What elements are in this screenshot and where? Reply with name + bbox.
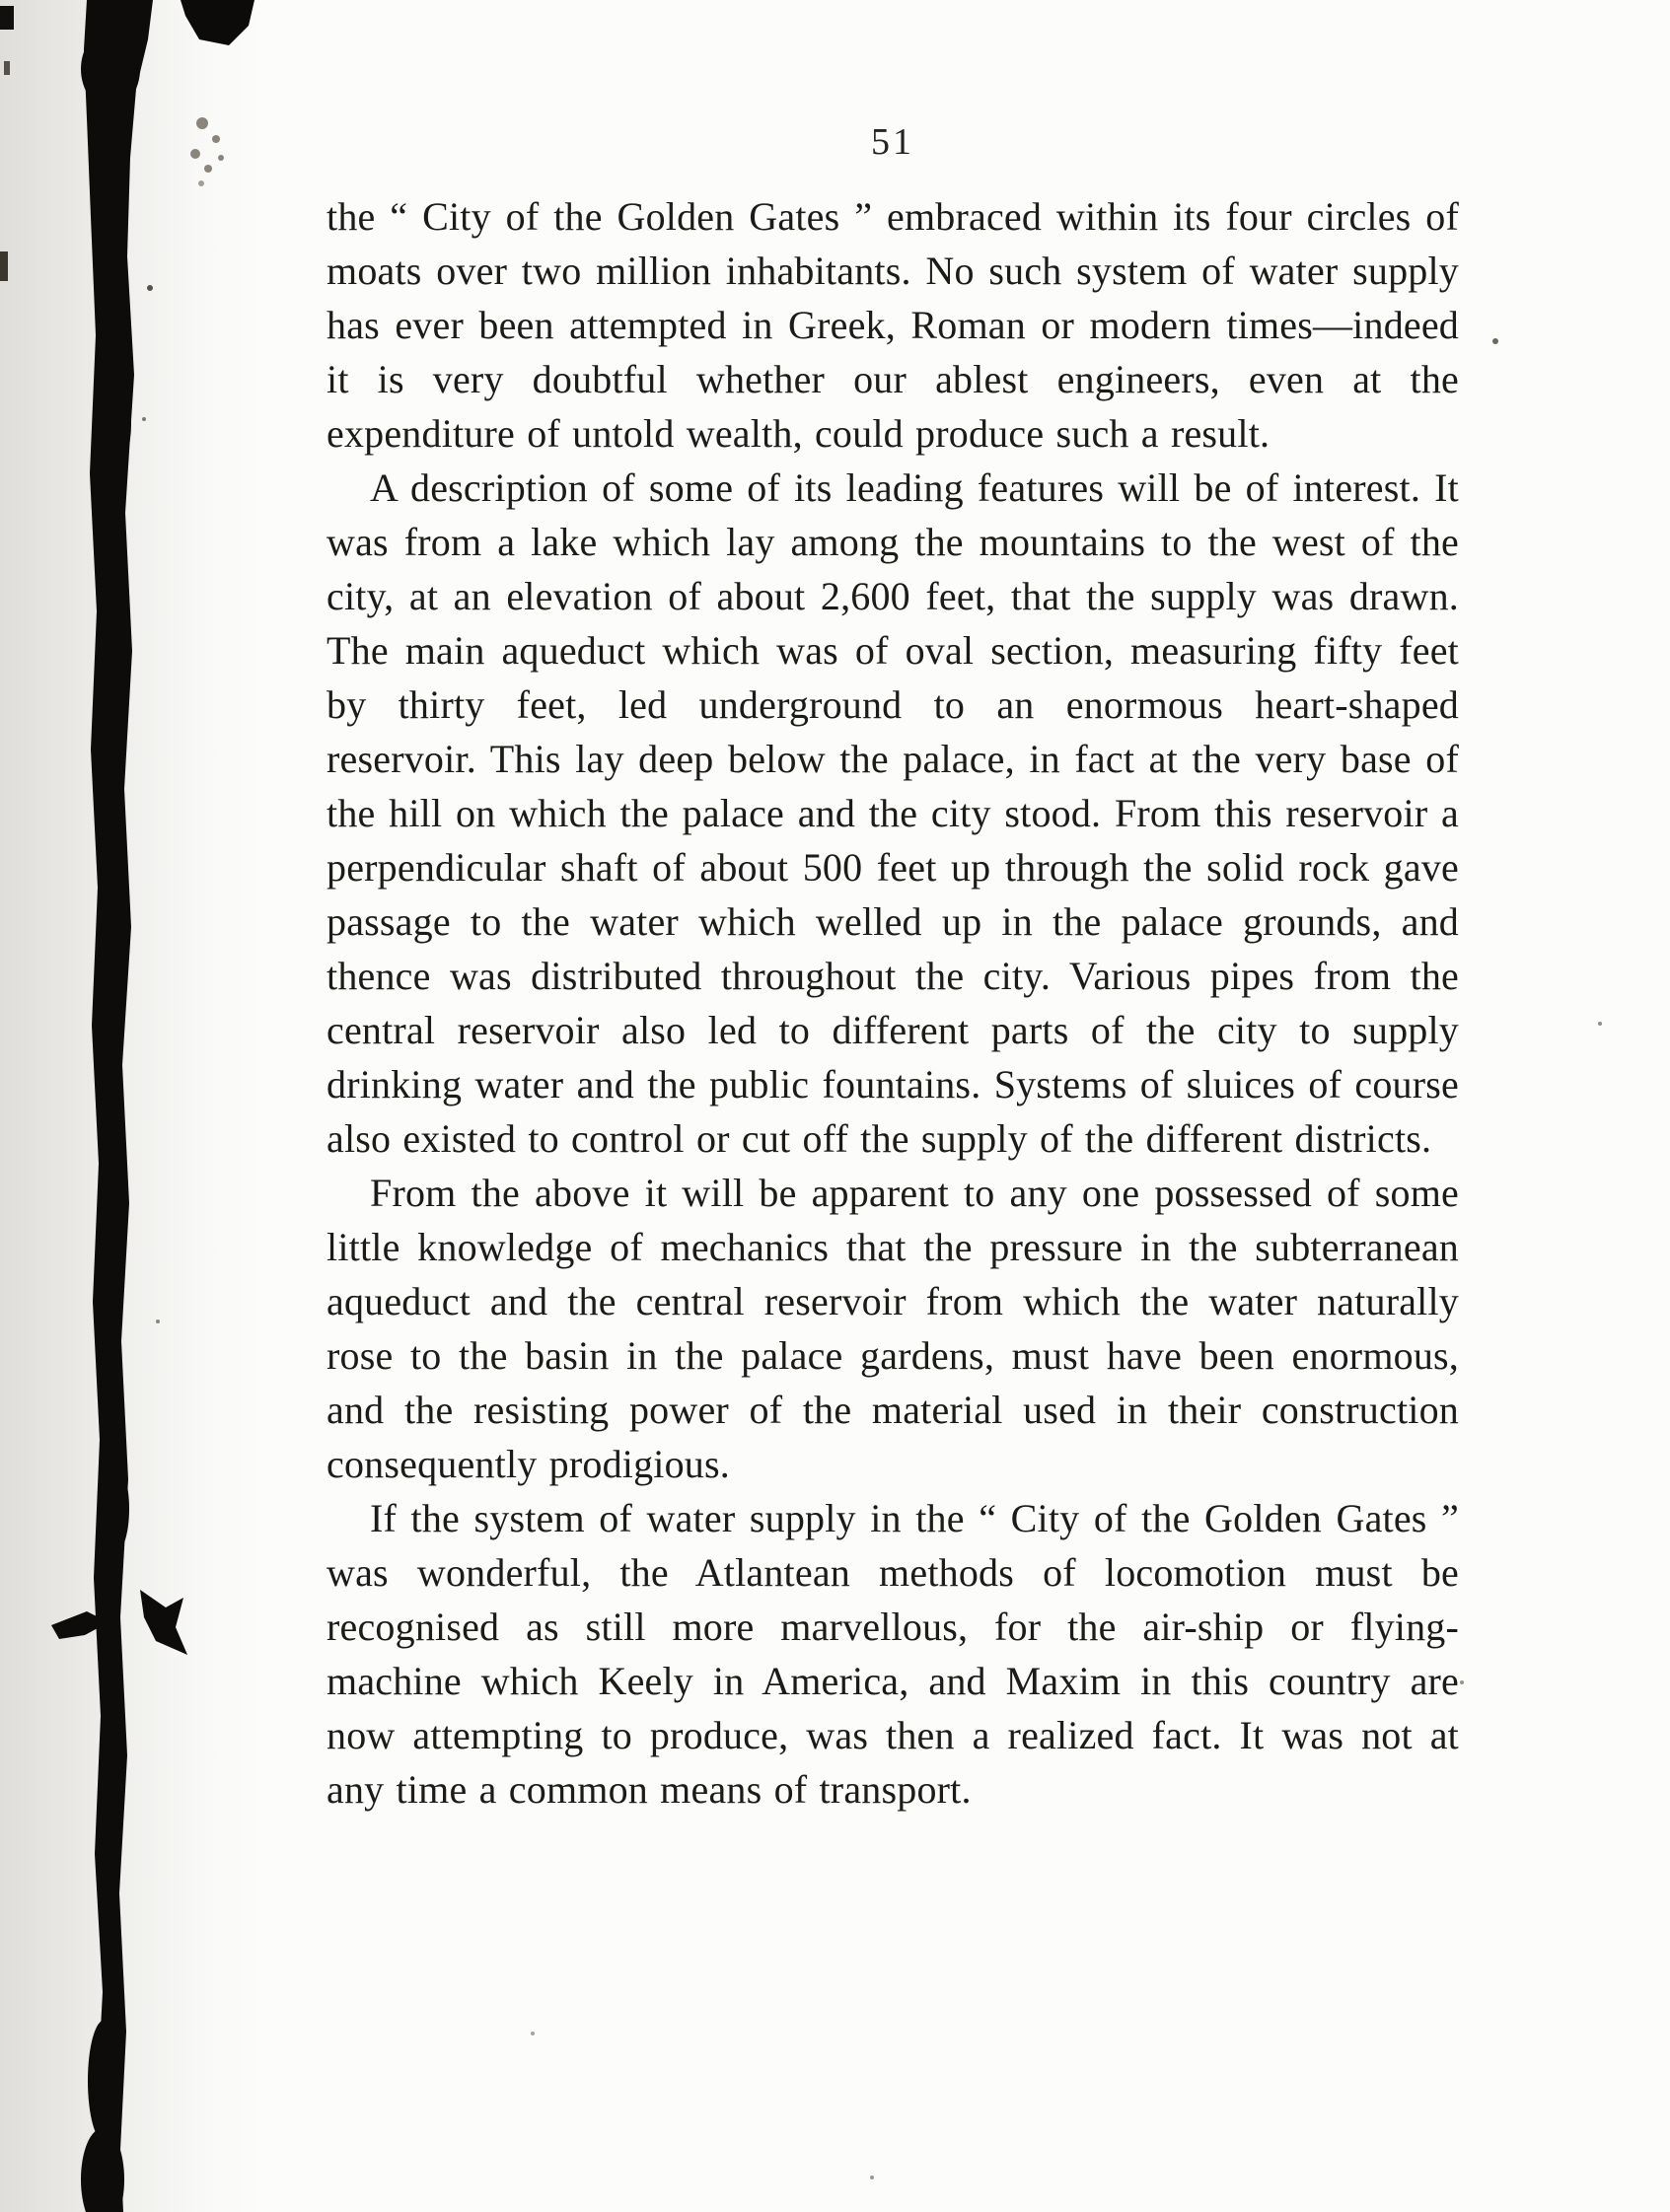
- paragraph: If the system of water supply in the “ City of the Golden Gates ” was wonderful, the Atlantean methods of locomotion must be recognised as still more marvellous, for the air-ship or flying-machine which Keely in America, and Maxim in this country are now attempting to produce, was then a realized fact. It was not at any time a common means of transport.: [327, 1496, 1459, 1812]
- body-text: [327, 189, 1459, 1817]
- paragraph: A description of some of its leading features will be of interest. It was from a lake which lay among the mountains to the west of the city, at an elevation of about 2,600 feet, that the supply was drawn. The main aqueduct which was of oval section, measuring fifty feet by thirty feet, led underground to an enormous heart-shaped reservoir. This lay deep below the palace, in fact at the very base of the hill on which the palace and the city stood. From this reservoir a perpendicular shaft of about 500 feet up through the solid rock gave passage to the water which welled up in the palace grounds, and thence was distributed throughout the city. Various pipes from the central reservoir also led to different parts of the city to supply drinking water and the public fountains. Systems of sluices of course also existed to control or cut off the supply of the different districts.: [327, 465, 1459, 1161]
- page-number: 51: [871, 121, 914, 163]
- paragraph: the “ City of the Golden Gates ” embraced within its four circles of moats over two million inhabitants. No such system of water supply has ever been attempted in Greek, Roman or modern times—indeed it is very doubtful whether our ablest engineers, even at the expenditure of untold wealth, could produce such a result.: [327, 194, 1459, 456]
- binding-gutter-shadow: [0, 0, 266, 2212]
- paragraph: From the above it will be apparent to any one possessed of some little knowledge of mechanics that the pressure in the subterranean aqueduct and the central reservoir from which the water naturally rose to the basin in the palace gardens, must have been enormous, and the resisting power of the material used in their construction consequently prodigious.: [327, 1171, 1459, 1486]
